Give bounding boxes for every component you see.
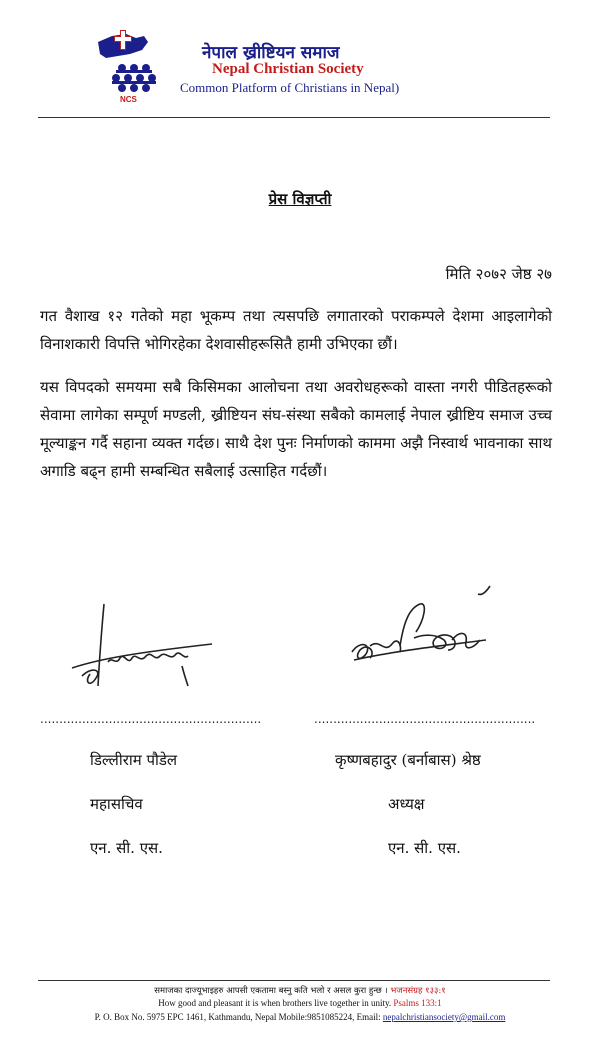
signatory-2-position: अध्यक्ष: [388, 795, 425, 813]
footer-address: [0, 1012, 600, 1022]
footer-divider: [38, 980, 550, 981]
footer-verse-english: [0, 998, 600, 1008]
signature-secretary: [62, 596, 222, 696]
signatory-1-org: एन. सी. एस.: [90, 839, 163, 857]
signature-line-1: ..........................................................: [40, 712, 262, 726]
signature-president: [340, 580, 500, 680]
document-title: प्रेस विज्ञप्ती: [268, 190, 332, 208]
signatory-1-position: महासचिव: [90, 795, 143, 813]
signatory-1-name: डिल्लीराम पौडेल: [90, 751, 178, 769]
ncs-logo: [92, 28, 164, 106]
footer-verse-english-text: How good and pleasant it is when brothers live together in unity.: [158, 998, 392, 1008]
signatory-2-org: एन. सी. एस.: [388, 839, 461, 857]
document-date: मिति २०७२ जेष्ठ २७: [445, 265, 552, 283]
footer-verse-english-ref: Psalms 133:1: [393, 998, 442, 1008]
signatory-2-name: कृष्णबहादुर (बर्नाबास) श्रेष्ठ: [335, 751, 481, 769]
signature-line-2: ..........................................................: [314, 712, 536, 726]
org-name-nepali: नेपाल ख्रीष्टियन समाज: [202, 43, 340, 63]
footer-verse-nepali: [0, 985, 600, 996]
footer-verse-nepali-ref: भजनसंग्रह १३३:१: [390, 986, 446, 996]
paragraph-2: यस विपदको समयमा सबै किसिमका आलोचना तथा अवरोधहरूको वास्ता नगरी पीडितहरूको सेवामा लागेका सम्पूर्ण मण्डली, ख्रीष्टियन संघ-संस्था सबैको कामलाई नेपाल ख्रीष्टिय समाज उच्च मूल्याङ्कन गर्दै सहाना व्यक्त गर्दछ। साथै देश पुनः निर्माणको काममा अझै निस्वार्थ भावनाका साथ अगाडि बढ्न हामी सम्बन्धित सबैलाई उत्साहित गर्दछौं।: [40, 378, 552, 480]
footer-email-link[interactable]: nepalchristiansociety@gmail.com: [382, 1012, 506, 1022]
footer-address-text: P. O. Box No. 5975 EPC 1461, Kathmandu, Nepal Mobile:9851085224, Email:: [94, 1012, 381, 1022]
org-name-english: Nepal Christian Society: [212, 61, 364, 77]
logo-text: NCS: [120, 95, 137, 104]
paragraph-1: गत वैशाख १२ गतेको महा भूकम्प तथा त्यसपछि लगातारको पराकम्पले देशमा आइलागेको विनाशकारी विपत्ति भोगिरहेका देशवासीहरूसितै हामी उभिएका छौं।: [40, 307, 552, 353]
footer-verse-nepali-text: समाजका दाज्यूभाइहरु आपसी एकतामा बस्नु कति भलो र असल कुरा हुन्छ ।: [154, 986, 388, 996]
org-tagline: Common Platform of Christians in Nepal): [180, 80, 400, 95]
header-divider: [38, 117, 550, 118]
